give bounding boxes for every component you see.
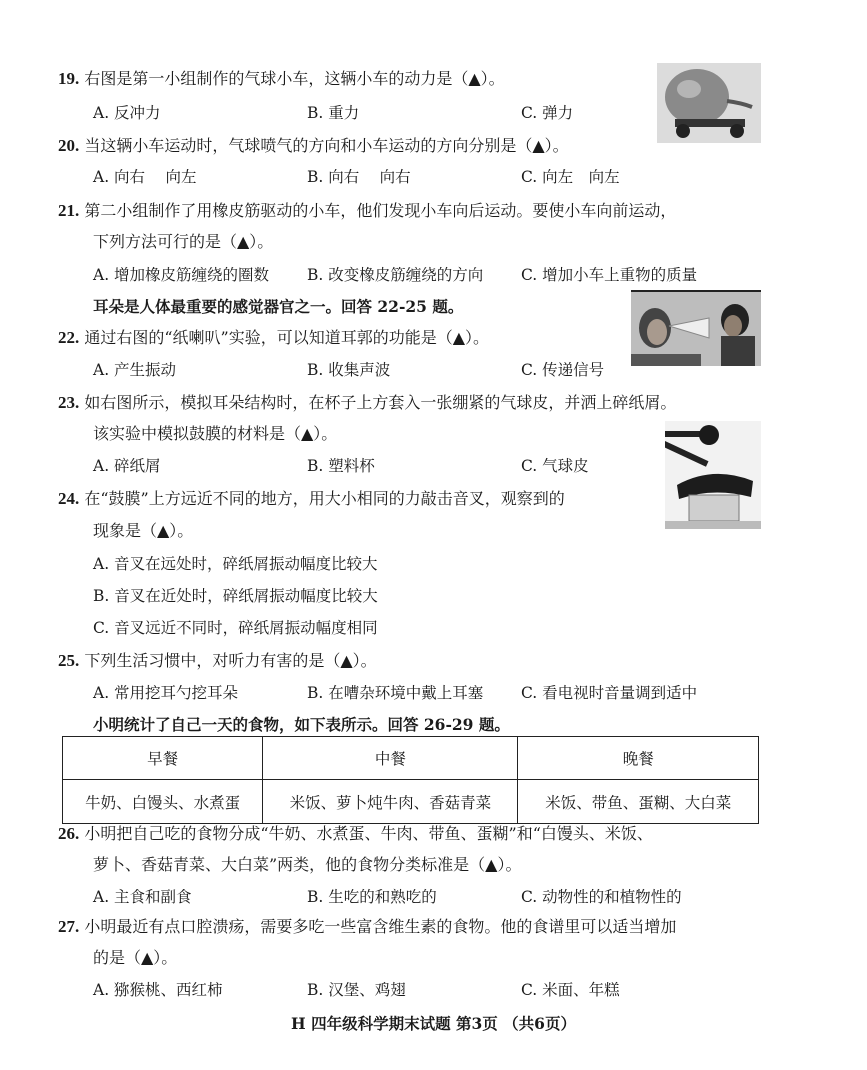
header-breakfast: 早餐 [63,737,263,780]
question-text: 通过右图的“纸喇叭”实验，可以知道耳郭的功能是（▲）。 [84,328,490,347]
question-24 [58,488,565,510]
section-intro-food: 小明统计了自己一天的食物，如下表所示。回答 26-29 题。 [93,715,510,734]
question-text-cont: 萝卜、香菇青菜、大白菜”两类，他的食物分类标准是（▲）。 [93,855,522,874]
option-b: B. 塑料杯 [307,457,375,475]
question-25 [58,650,377,672]
question-number: 21. [58,201,80,220]
option-c: C. 向左 向左 [521,168,620,186]
option-c: C. 传递信号 [521,361,605,379]
option-a: A. 产生振动 [93,361,177,379]
option-a: A. 猕猴桃、西红柿 [93,981,223,999]
section-intro-ear: 耳朵是人体最重要的感觉器官之一。回答 22-25 题。 [93,297,464,316]
question-number: 23. [58,393,80,412]
question-text-cont: 该实验中模拟鼓膜的材料是（▲）。 [93,424,338,443]
question-text: 如右图所示，模拟耳朵结构时，在杯子上方套入一张绷紧的气球皮，并洒上碎纸屑。 [84,393,677,412]
option-c: C. 弹力 [521,104,574,122]
question-text: 小明最近有点口腔溃疡，需要多吃一些富含维生素的食物。他的食谱里可以适当增加 [84,917,677,936]
header-dinner: 晚餐 [518,737,759,780]
table-header-row [63,737,759,780]
option-a: A. 增加橡皮筋缠绕的圈数 [93,266,270,284]
option-b: B. 收集声波 [307,361,391,379]
option-b: B. 向右 向右 [307,168,411,186]
option-a: A. 碎纸屑 [93,457,161,475]
question-26 [58,823,653,845]
option-c: C. 增加小车上重物的质量 [521,266,698,284]
question-19 [58,68,505,90]
question-number: 20. [58,136,80,155]
option-c: C. 动物性的和植物性的 [521,888,682,906]
option-b: B. 改变橡皮筋缠绕的方向 [307,266,484,284]
cell-breakfast: 牛奶、白馒头、水煮蛋 [63,780,263,824]
question-21 [58,200,676,222]
question-text: 在“鼓膜”上方远近不同的地方，用大小相同的力敲击音叉，观察到的 [84,489,565,508]
question-text-cont: 现象是（▲）。 [93,521,194,540]
question-number: 27. [58,917,80,936]
question-number: 25. [58,651,80,670]
cell-dinner: 米饭、带鱼、蛋糊、大白菜 [518,780,759,824]
question-text: 当这辆小车运动时，气球喷气的方向和小车运动的方向分别是（▲）。 [84,136,569,155]
question-text: 小明把自己吃的食物分成“牛奶、水煮蛋、牛肉、带鱼、蛋糊”和“白馒头、米饭、 [84,824,653,843]
header-lunch: 中餐 [263,737,518,780]
option-c: C. 米面、年糕 [521,981,620,999]
question-23 [58,392,676,414]
option-c: C. 音叉远近不同时，碎纸屑振动幅度相同 [93,619,378,637]
option-a: A. 常用挖耳勺挖耳朵 [93,684,239,702]
option-b: B. 生吃的和熟吃的 [307,888,437,906]
option-c: C. 看电视时音量调到适中 [521,684,698,702]
question-number: 26. [58,824,80,843]
food-table [62,736,759,824]
option-a: A. 主食和副食 [93,888,192,906]
question-text: 第二小组制作了用橡皮筋驱动的小车，他们发现小车向后运动。要使小车向前运动， [84,201,677,220]
question-text: 右图是第一小组制作的气球小车，这辆小车的动力是（▲）。 [84,69,505,88]
option-b: B. 汉堡、鸡翅 [307,981,406,999]
question-22 [58,327,489,349]
cell-lunch: 米饭、萝卜炖牛肉、香菇青菜 [263,780,518,824]
question-text: 下列生活习惯中，对听力有害的是（▲）。 [84,651,377,670]
option-a: A. 反冲力 [93,104,161,122]
page-footer: H 四年级科学期末试题 第3页 （共6页） [291,1014,576,1033]
question-20 [58,135,569,157]
option-a: A. 向右 向左 [93,168,197,186]
option-b: B. 音叉在近处时，碎纸屑振动幅度比较大 [93,587,378,605]
option-c: C. 气球皮 [521,457,589,475]
question-number: 19. [58,69,80,88]
option-a: A. 音叉在远处时，碎纸屑振动幅度比较大 [93,555,378,573]
table-row [63,780,759,824]
option-b: B. 在嘈杂环境中戴上耳塞 [307,684,484,702]
balloon-car-photo [657,63,761,143]
question-text-cont: 下列方法可行的是（▲）。 [93,232,274,251]
question-number: 22. [58,328,80,347]
paper-horn-photo [631,290,761,366]
question-text-cont: 的是（▲）。 [93,948,178,967]
eardrum-model-photo [665,421,761,529]
option-b: B. 重力 [307,104,360,122]
question-number: 24. [58,489,80,508]
question-27 [58,916,676,938]
